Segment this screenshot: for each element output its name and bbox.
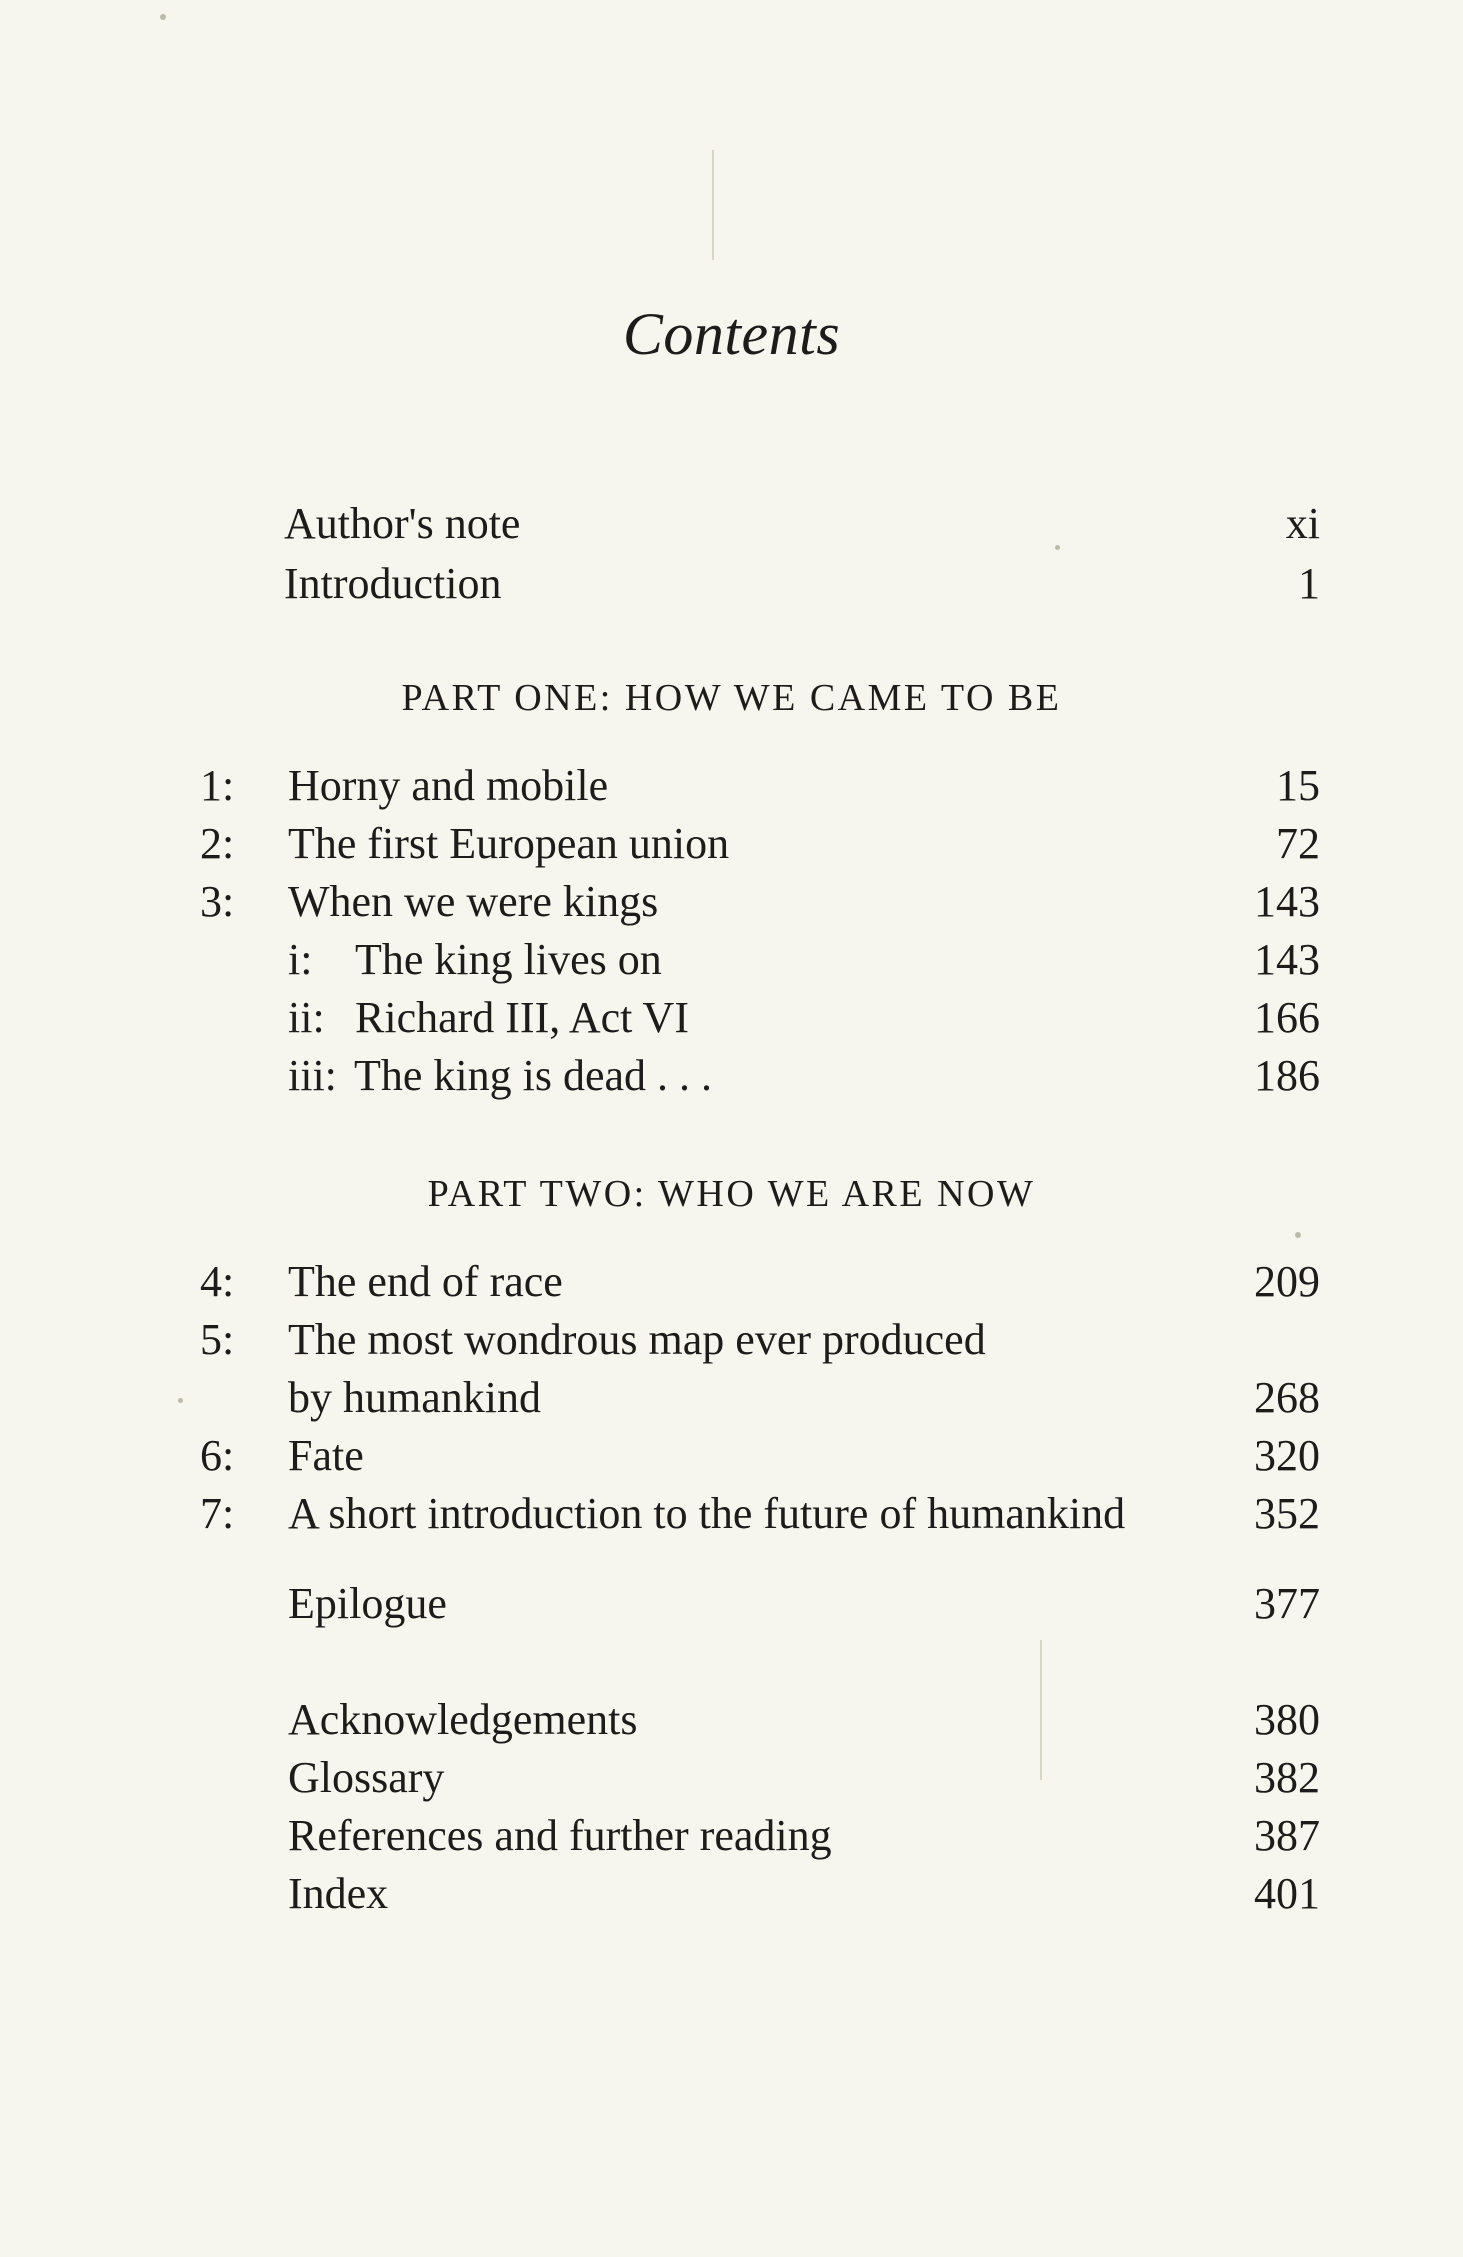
toc-entry xyxy=(200,1808,1320,1864)
subsection-number: ii: xyxy=(288,993,325,1042)
toc-entry-label: References and further reading xyxy=(288,1811,832,1860)
toc-entry xyxy=(200,496,1320,552)
toc-entry-label: Glossary xyxy=(288,1753,445,1802)
toc-entry-label: Introduction xyxy=(284,559,502,608)
toc-entry-page: 1 xyxy=(1298,559,1320,608)
toc-entry xyxy=(200,1576,1320,1632)
chapter-title: The end of race xyxy=(288,1257,563,1306)
toc-chapter xyxy=(200,1428,1320,1484)
toc-entry xyxy=(200,1750,1320,1806)
chapter-number: 1: xyxy=(200,761,235,810)
chapter-page: 320 xyxy=(1254,1431,1320,1480)
toc-entry-page: xi xyxy=(1285,499,1320,548)
toc-chapter xyxy=(200,1254,1320,1310)
chapter-title: Fate xyxy=(288,1431,364,1480)
chapter-title-continued: by humankind xyxy=(288,1373,541,1422)
toc-entry-label: Author's note xyxy=(284,499,521,548)
chapter-page: 209 xyxy=(1254,1257,1320,1306)
subsection-title: The king lives on xyxy=(355,935,662,984)
toc-chapter-continuation xyxy=(200,1370,1320,1426)
toc-subsection xyxy=(200,990,1320,1046)
subsection-page: 166 xyxy=(1254,993,1320,1042)
chapter-title: The first European union xyxy=(288,819,730,868)
toc-entry xyxy=(200,1692,1320,1748)
toc-entry-label: Acknowledgements xyxy=(288,1695,638,1744)
toc-chapter xyxy=(200,874,1320,930)
toc-chapter xyxy=(200,1486,1320,1542)
toc-entry xyxy=(200,1866,1320,1922)
scan-artifact xyxy=(712,150,714,260)
chapter-number: 4: xyxy=(200,1257,235,1306)
chapter-number: 7: xyxy=(200,1489,235,1538)
subsection-page: 143 xyxy=(1254,935,1320,984)
scan-speck xyxy=(160,14,166,20)
toc-entry-page: 401 xyxy=(1254,1869,1320,1918)
subsection-title: The king is dead . . . xyxy=(354,1051,713,1100)
chapter-number: 5: xyxy=(200,1315,235,1364)
chapter-title: The most wondrous map ever produced xyxy=(288,1315,986,1364)
chapter-title: Horny and mobile xyxy=(288,761,609,810)
toc-entry-page: 387 xyxy=(1254,1811,1320,1860)
subsection-page: 186 xyxy=(1254,1051,1320,1100)
toc-subsection xyxy=(200,932,1320,988)
chapter-page: 352 xyxy=(1254,1489,1320,1538)
chapter-page: 15 xyxy=(1276,761,1320,810)
toc-subsection xyxy=(200,1048,1320,1104)
chapter-title: A short introduction to the future of humankind xyxy=(288,1489,1126,1538)
toc-entry-page: 380 xyxy=(1254,1695,1320,1744)
page-title: Contents xyxy=(622,301,841,367)
toc-entry xyxy=(200,556,1320,612)
subsection-number: iii: xyxy=(288,1051,337,1100)
toc-entry-page: 382 xyxy=(1254,1753,1320,1802)
scan-speck xyxy=(178,1398,183,1403)
chapter-page: 143 xyxy=(1254,877,1320,926)
part-heading: PART TWO: WHO WE ARE NOW xyxy=(427,1173,1036,1215)
scan-speck xyxy=(1295,1232,1301,1238)
toc-entry-label: Epilogue xyxy=(288,1579,447,1628)
chapter-number: 3: xyxy=(200,877,235,926)
toc-entry-label: Index xyxy=(288,1869,389,1918)
subsection-title: Richard III, Act VI xyxy=(355,993,689,1042)
chapter-number: 2: xyxy=(200,819,235,868)
chapter-number: 6: xyxy=(200,1431,235,1480)
toc-chapter xyxy=(200,816,1320,872)
chapter-page: 268 xyxy=(1254,1373,1320,1422)
toc-chapter xyxy=(200,1312,1320,1368)
toc-chapter xyxy=(200,758,1320,814)
chapter-title: When we were kings xyxy=(288,877,659,926)
part-heading: PART ONE: HOW WE CAME TO BE xyxy=(401,677,1062,719)
chapter-page: 72 xyxy=(1276,819,1320,868)
toc-entry-page: 377 xyxy=(1254,1579,1320,1628)
subsection-number: i: xyxy=(288,935,313,984)
